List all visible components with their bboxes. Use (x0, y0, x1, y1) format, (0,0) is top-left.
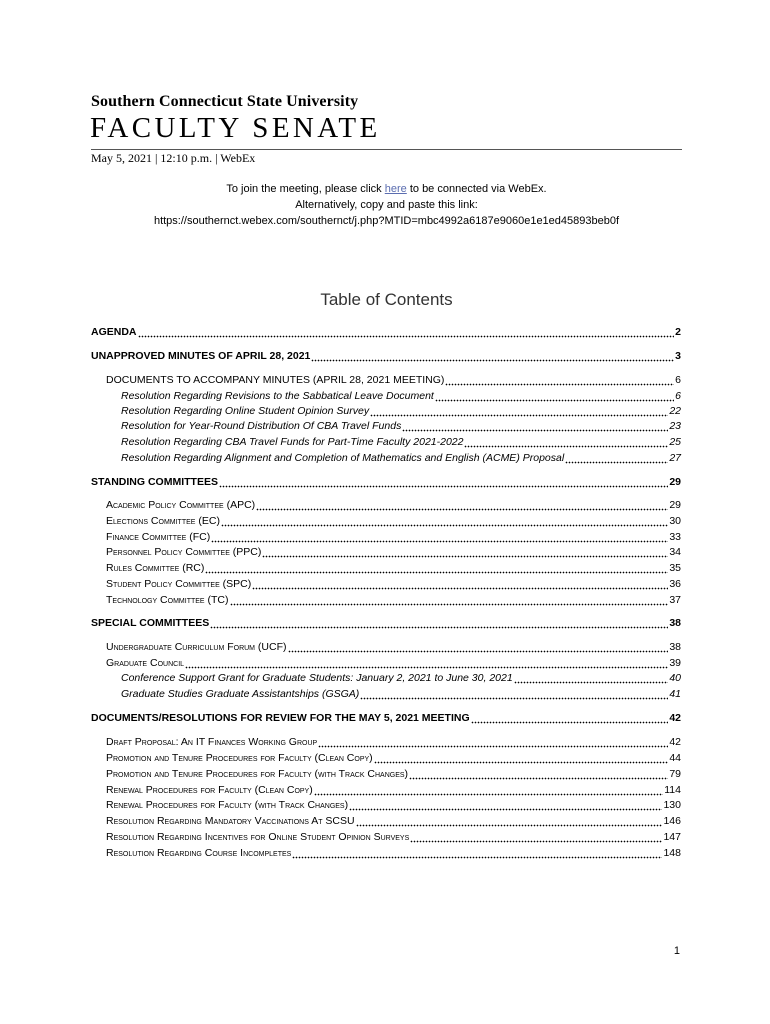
toc-entry-gsga[interactable]: Graduate Studies Graduate Assistantships (GSGA) 41 (121, 688, 681, 700)
toc-entry-pt-track[interactable]: Promotion and Tenure Procedures for Faculty (with Track Changes) 79 (106, 768, 681, 780)
header-rule (91, 149, 682, 150)
toc-entry-renewal-track[interactable]: Renewal Procedures for Faculty (with Track Changes) 130 (106, 799, 681, 811)
toc-entry-special-committees[interactable]: SPECIAL COMMITTEES 38 (91, 617, 681, 629)
toc-entry-agenda[interactable]: AGENDA 2 (91, 326, 681, 338)
toc-entry-standing-committees[interactable]: STANDING COMMITTEES 29 (91, 476, 681, 488)
toc-heading: Table of Contents (320, 290, 453, 309)
toc-entry-pt-clean[interactable]: Promotion and Tenure Procedures for Faculty (Clean Copy) 44 (106, 752, 681, 764)
join-line-1 (91, 181, 682, 197)
toc-entry-cba-part-time[interactable]: Resolution Regarding CBA Travel Funds for Part-Time Faculty 2021-2022 25 (121, 436, 681, 448)
toc-entry-tc[interactable]: Technology Committee (TC) 37 (106, 594, 681, 606)
webex-url: https://southernct.webex.com/southernct/j.php?MTID=mbc4992a6187e9060e1e1ed45893beb0f (153, 215, 620, 227)
toc-entry-ec[interactable]: Elections Committee (EC) 30 (106, 515, 681, 527)
toc-entry-conference-grant[interactable]: Conference Support Grant for Graduate Students: January 2, 2021 to June 30, 2021 40 (121, 672, 681, 684)
meeting-info: May 5, 2021 | 12:10 p.m. | WebEx (91, 151, 256, 165)
toc-entry-online-survey[interactable]: Resolution Regarding Online Student Opinion Survey 22 (121, 405, 681, 417)
toc-entry-graduate-council[interactable]: Graduate Council 39 (106, 657, 681, 669)
toc-entry-documents-minutes[interactable]: DOCUMENTS TO ACCOMPANY MINUTES (APRIL 28, 2021 MEETING) 6 (106, 374, 681, 386)
toc-entry-incompletes[interactable]: Resolution Regarding Course Incompletes 148 (106, 847, 681, 859)
university-name: Southern Connecticut State University (91, 93, 359, 110)
toc-entry-incentives[interactable]: Resolution Regarding Incentives for Online Student Opinion Surveys 147 (106, 831, 681, 843)
toc-entry-renewal-clean[interactable]: Renewal Procedures for Faculty (Clean Copy) 114 (106, 784, 681, 796)
toc-entry-apc[interactable]: Academic Policy Committee (APC) 29 (106, 499, 681, 511)
join-here-link[interactable]: here (384, 183, 407, 195)
join-instructions (91, 181, 682, 229)
senate-title: FACULTY SENATE (90, 112, 381, 144)
toc-entry-acme[interactable]: Resolution Regarding Alignment and Completion of Mathematics and English (ACME) Proposal 27 (121, 452, 681, 464)
join-text-before: To join the meeting, please click (226, 183, 385, 195)
toc-entry-fc[interactable]: Finance Committee (FC) 33 (106, 531, 681, 543)
join-text-after: to be connected via WebEx. (406, 183, 547, 195)
toc-entry-unapproved-minutes[interactable]: UNAPPROVED MINUTES OF APRIL 28, 2021 3 (91, 350, 681, 362)
toc-entry-ucf[interactable]: Undergraduate Curriculum Forum (UCF) 38 (106, 641, 681, 653)
toc-entry-it-finances[interactable]: Draft Proposal: An IT Finances Working Group 42 (106, 736, 681, 748)
toc-entry-sabbatical[interactable]: Resolution Regarding Revisions to the Sabbatical Leave Document 6 (121, 390, 681, 402)
toc-entry-cba-year-round[interactable]: Resolution for Year-Round Distribution Of CBA Travel Funds 23 (121, 420, 681, 432)
toc-entry-ppc[interactable]: Personnel Policy Committee (PPC) 34 (106, 546, 681, 558)
join-line-2: Alternatively, copy and paste this link: (295, 199, 478, 211)
toc-entry-documents-review[interactable]: DOCUMENTS/RESOLUTIONS FOR REVIEW FOR THE MAY 5, 2021 MEETING 42 (91, 712, 681, 724)
toc-entry-spc[interactable]: Student Policy Committee (SPC) 36 (106, 578, 681, 590)
page-number: 1 (673, 945, 680, 957)
toc-entry-rc[interactable]: Rules Committee (RC) 35 (106, 562, 681, 574)
toc-entry-vaccinations[interactable]: Resolution Regarding Mandatory Vaccinations At SCSU 146 (106, 815, 681, 827)
